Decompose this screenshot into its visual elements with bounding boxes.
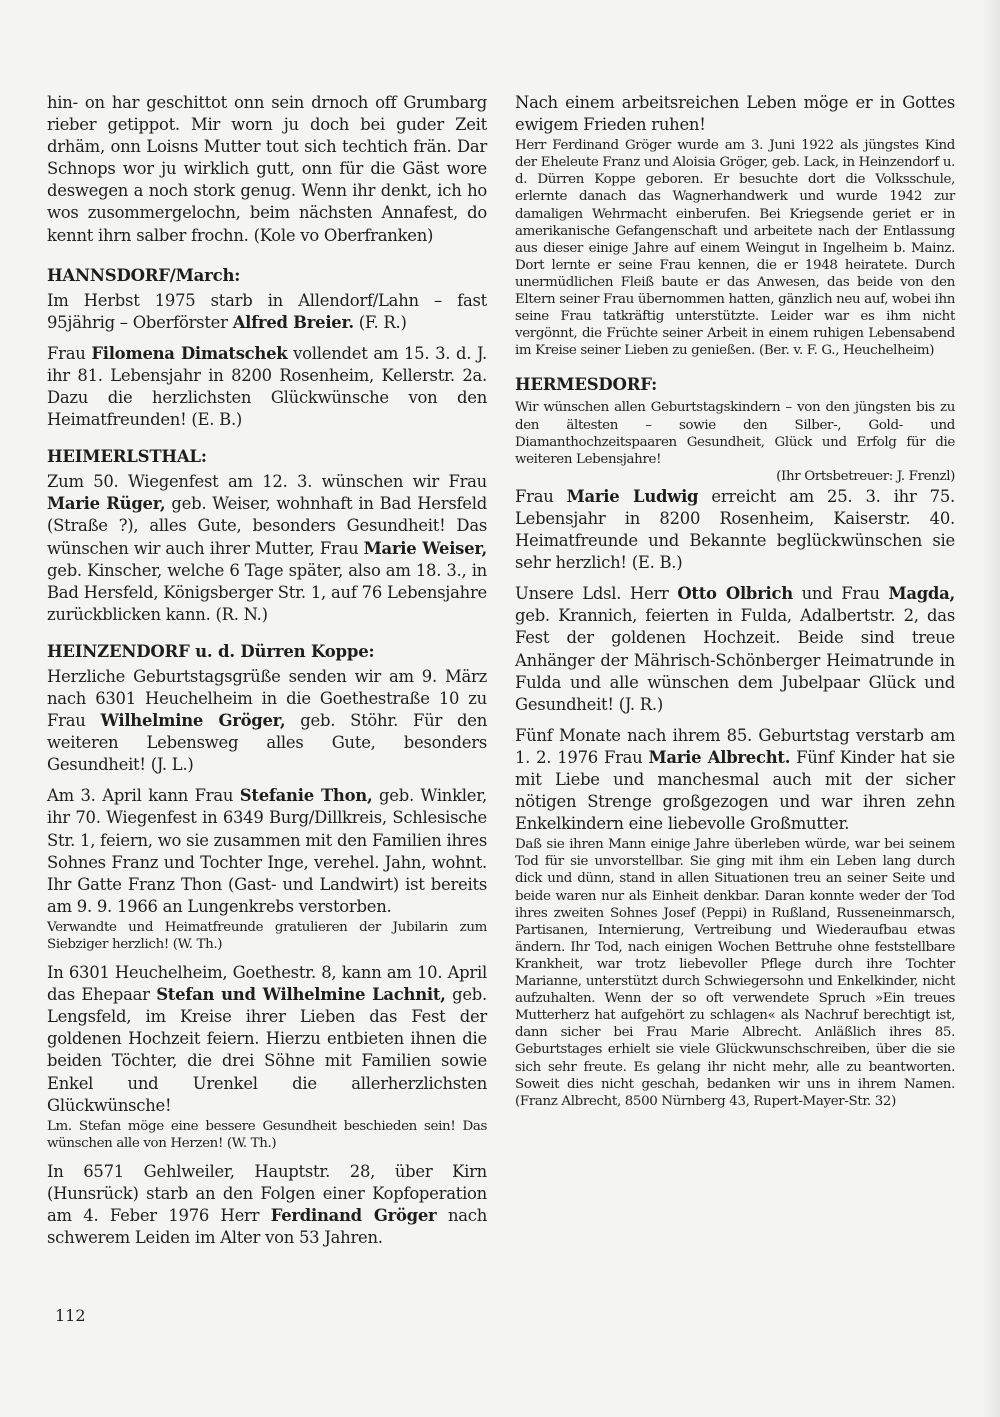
section-heading-heinzendorf: HEINZENDORF u. d. Dürren Koppe:	[47, 641, 375, 661]
name-filomena-dimatschek: Filomena Dimatschek	[91, 343, 288, 363]
page-edge-shadow	[982, 0, 1000, 1417]
name-stefan-wilhelmine-lachnit: Stefan und Wilhelmine Lachnit,	[156, 985, 446, 1005]
name-marie-albrecht: Marie Albrecht.	[648, 747, 791, 767]
notice-lachnit: In 6301 Heuchelheim, Goethestr. 8, kann am 10. April das Ehepaar Stefan und Wilhelmine Lachnit, geb. Lengsfeld, im Kreise ihrer Lieben das Fest der goldenen Hochzeit feiern. Hierzu entbieten ihnen die beiden Töchter, die drei Söhne mit Familien sowie Enkel und Urenkel die allerherzlichsten Glückwünsche!	[47, 963, 487, 1115]
notice-marie-albrecht: Fünf Monate nach ihrem 85. Geburtstag verstarb am 1. 2. 1976 Frau Marie Albrecht. Fünf Kinder hat sie mit Liebe und manchesmal auch mit der sicher nötigen Strenge großgezogen und war ihren zehn Enkelkindern eine liebevolle Großmutter.	[515, 725, 956, 834]
notice-olbrich: Unsere Ldsl. Herr Otto Olbrich und Frau Magda, geb. Krannich, feierten in Fulda, Adalbertstr. 2, das Fest der goldenen Hochzeit. Beide sind treue Anhänger der Mährisch-Schönberger Heimatrunde in Fulda und alle wünschen dem Jubelpaar Glück und Gesundheit! (J. R.)	[515, 584, 955, 714]
hermesdorf-general-greeting: Wir wünschen allen Geburtstagskindern – von den jüngsten bis zu den ältesten – sowie den Silber-, Gold- und Diamanthochzeitspaaren Gesundheit, Glück und Erfolg für die weiteren Lebensjahre!	[515, 400, 955, 467]
notice-dimatschek: Frau Filomena Dimatschek vollendet am 15. 3. d. J. ihr 81. Lebensjahr in 8200 Rosenheim, Kellerstr. 2a. Dazu die herzlichsten Glückwünsche von den Heimatfreunden! (E. B.)	[47, 343, 488, 430]
name-marie-ludwig: Marie Ludwig	[566, 486, 699, 506]
name-otto-olbrich: Otto Olbrich	[677, 584, 793, 604]
dialect-story-ending: hin- on har geschittot onn sein drnoch off Grumbarg rieber getippot. Mir worn ju doch bei guder Zeit drhäm, onn Loisns Mutter tout sich techtich frän. Dar Schnops wor ju wirklich gutt, onn für die Gäst wore deswegen a noch stork genug. Wenn ihr denkt, ich ho wos zusommergelochn, beim nächsten Annafest, do kennt ihrn salber frochn. (Kole vo Oberfranken)	[47, 93, 487, 245]
obituary-albrecht-details: Daß sie ihren Mann einige Jahre überleben würde, war bei seinem Tod für sie unvorstellbar. Sie ging mit ihm ein Leben lang durch dick und dünn, stand in allen Situationen treu an seiner Seite und beide waren nur als Einheit denkbar. Daran konnte weder der Tod ihres zweiten Sohnes Josef (Peppi) in Rußland, Russeneinmarsch, Partisanen, Internierung, Vertreibung und Wiederaufbau etwas ändern. Ihr Tod, nach einigen Wochen Bettruhe ohne feststellbare Krankheit, war trotz liebevoller Pflege durch ihre Tochter Marianne, unterstützt durch Schwiegersohn und Enkelkinder, nicht aufzuhalten. Wenn der so oft verwendete Spruch »Ein treues Mutterherz hat aufgehört zu schlagen« als Nachruf berechtigt ist, dann sicher bei Frau Marie Albrecht. Anläßlich ihres 85. Geburtstages erhielt sie viele Glückwunschschreiben, über die sie sich sehr freute. Es gelang ihr nicht mehr, alle zu beantworten. Soweit dies nicht geschah, bedanken wir uns in ihrem Namen. (Franz Albrecht, 8500 Nürnberg 43, Rupert-Mayer-Str. 32)	[515, 837, 955, 1109]
notice-breier: Im Herbst 1975 starb in Allendorf/Lahn – fast 95jährig – Oberförster Alfred Breier. (F. R.)	[47, 290, 487, 332]
ortsbetreuer-signature: (Ihr Ortsbetreuer: J. Frenzl)	[776, 468, 955, 484]
name-alfred-breier: Alfred Breier.	[232, 312, 354, 332]
section-heading-heimerlsthal: HEIMERLSTHAL:	[47, 447, 207, 467]
name-wilhelmine-groeger: Wilhelmine Gröger,	[100, 711, 286, 731]
obituary-groeger-closing: Nach einem arbeitsreichen Leben möge er in Gottes ewigem Frieden ruhen!	[515, 93, 955, 135]
name-stefanie-thon: Stefanie Thon,	[239, 786, 373, 806]
notice-rueger: Zum 50. Wiegenfest am 12. 3. wünschen wir Frau Marie Rüger, geb. Weiser, wohnhaft in Bad Hersfeld (Straße ?), alles Gute, besonders Gesundheit! Das wünschen wir auch ihrer Mutter, Frau Marie Weiser, geb. Kinscher, welche 6 Tage später, also am 18. 3., in Bad Hersfeld, Königsberger Str. 1, auf 76 Lebensjahre zurückblicken kann. (R. N.)	[47, 472, 487, 624]
section-heading-hermesdorf: HERMESDORF:	[515, 375, 658, 395]
left-column	[47, 92, 487, 1249]
notice-thon-greeting: Verwandte und Heimatfreunde gratulieren der Jubilarin zum Siebziger herzlich! (W. Th.)	[47, 919, 487, 952]
obituary-groeger-biography: Herr Ferdinand Gröger wurde am 3. Juni 1922 als jüngstes Kind der Eheleute Franz und Aloisia Gröger, geb. Lack, in Heinzendorf u. d. Dürren Koppe geboren. Er besuchte dort die Volksschule, erlernte danach das Wagnerhandwerk und wurde 1942 zur damaligen Wehrmacht einberufen. Bei Kriegsende geriet er in amerikanische Gefangenschaft und arbeitete nach der Entlassung aus dieser einige Jahre auf einem Weingut in Ingelheim b. Mainz. Dort lernte er seine Frau kennen, die er 1948 heiratete. Durch unermüdlichen Fleiß baute er das Anwesen, das beide von den Eltern seiner Frau übernommen hatten, gänzlich neu auf, wobei ihn seine Frau tatkräftig unterstützte. Leider war es ihm nicht vergönnt, die Früchte seiner Arbeit in einem ruhigen Lebensabend im Kreise seiner Lieben zu genießen. (Ber. v. F. G., Heuchelheim)	[515, 138, 955, 359]
right-column	[515, 92, 955, 1110]
notice-wilhelmine-groeger: Herzliche Geburtstagsgrüße senden wir am 9. März nach 6301 Heuchelheim in die Goethestraße 10 zu Frau Wilhelmine Gröger, geb. Stöhr. Für den weiteren Lebensweg alles Gute, besonders Gesundheit! (J. L.)	[47, 666, 488, 775]
section-heading-hannsdorf: HANNSDORF/March:	[47, 265, 241, 285]
name-marie-weiser: Marie Weiser,	[363, 538, 487, 558]
name-marie-rueger: Marie Rüger,	[47, 494, 166, 514]
notice-marie-ludwig: Frau Marie Ludwig erreicht am 25. 3. ihr 75. Lebensjahr in 8200 Rosenheim, Kaiserstr. 40. Heimatfreunde und Bekannte beglückwünschen sie sehr herzlich! (E. B.)	[515, 486, 955, 573]
name-ferdinand-groeger: Ferdinand Gröger	[270, 1206, 437, 1226]
notice-stefanie-thon: Am 3. April kann Frau Stefanie Thon, geb. Winkler, ihr 70. Wiegenfest in 6349 Burg/Dillkreis, Schlesische Str. 1, feiern, wo sie zusammen mit den Familien ihres Sohnes Franz und Tochter Inge, verehel. Jahn, wohnt. Ihr Gatte Franz Thon (Gast- und Landwirt) ist bereits am 9. 9. 1966 an Lungenkrebs verstorben.	[47, 786, 487, 916]
notice-ferdinand-groeger: In 6571 Gehlweiler, Hauptstr. 28, über Kirn (Hunsrück) starb an den Folgen einer Kopfoperation am 4. Feber 1976 Herr Ferdinand Gröger nach schwerem Leiden im Alter von 53 Jahren.	[47, 1161, 488, 1248]
name-magda: Magda,	[888, 584, 955, 604]
notice-lachnit-wish: Lm. Stefan möge eine bessere Gesundheit beschieden sein! Das wünschen alle von Herzen! (W. Th.)	[47, 1118, 487, 1151]
page-number: 112	[55, 1306, 86, 1325]
